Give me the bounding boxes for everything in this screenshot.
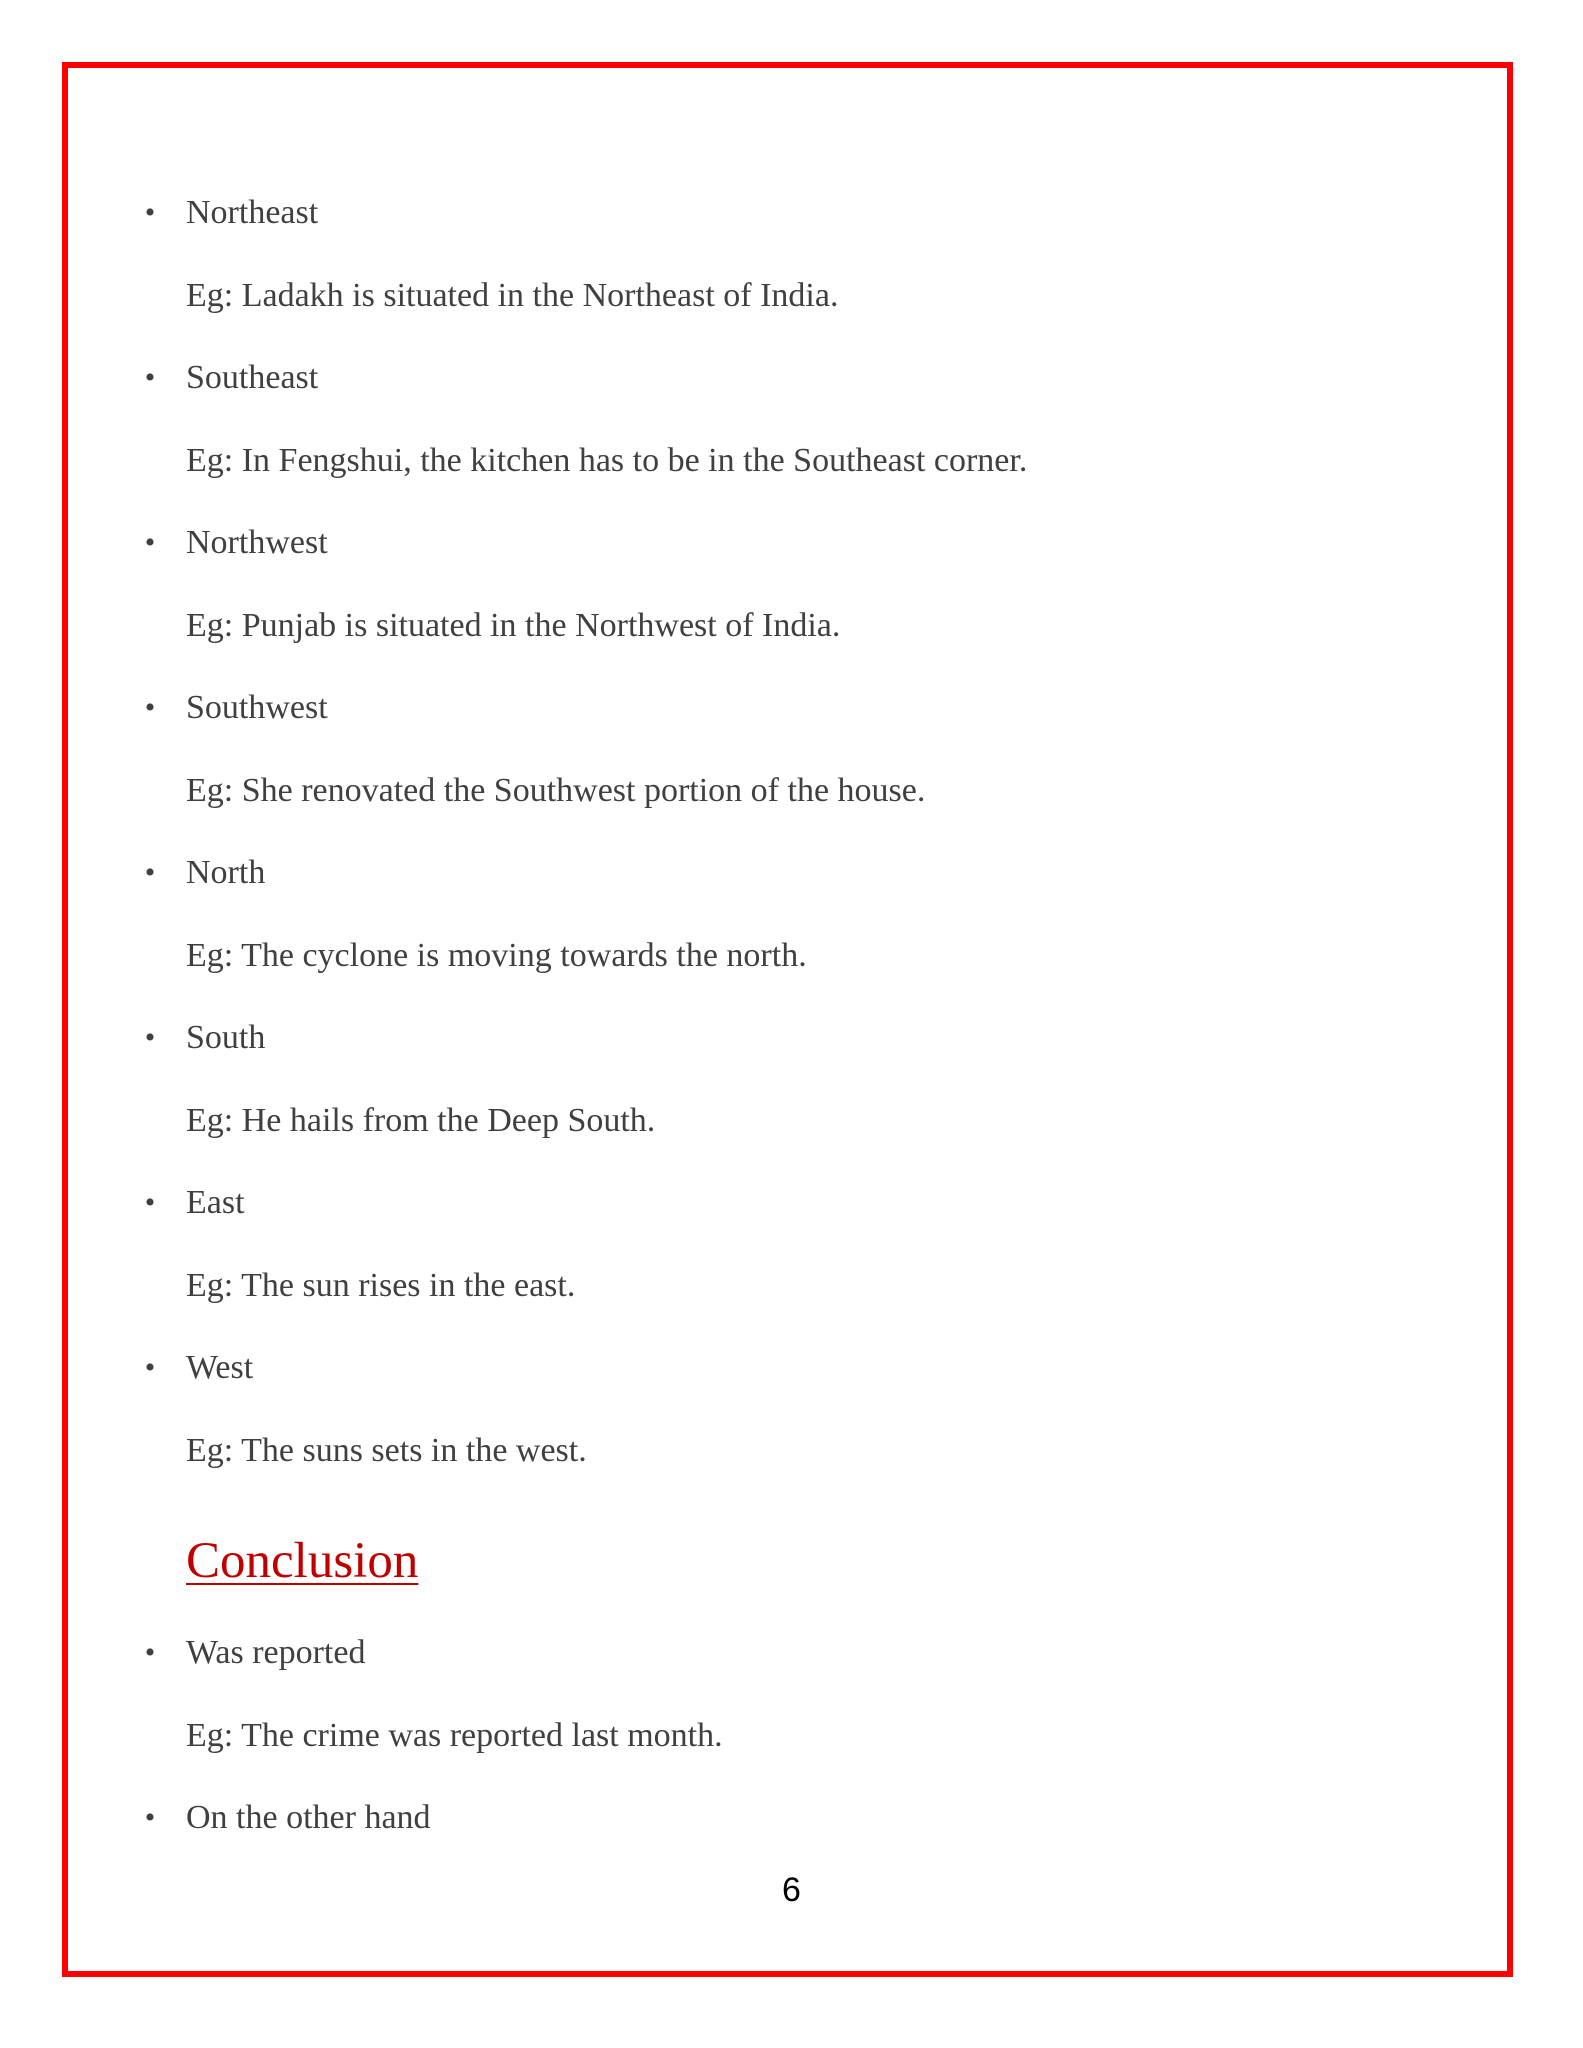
list-item: [144, 688, 328, 728]
list-item-example: Eg: The cyclone is moving towards the north.: [186, 937, 807, 974]
list-item-term: Northwest: [186, 524, 328, 561]
list-item-example: Eg: Ladakh is situated in the Northeast of India.: [186, 277, 839, 314]
list-item-example: Eg: He hails from the Deep South.: [186, 1102, 656, 1139]
bullet-icon: •: [144, 856, 156, 889]
bullet-icon: •: [144, 196, 156, 229]
list-item-term: On the other hand: [186, 1799, 431, 1836]
list-item-term: North: [186, 854, 266, 891]
bullet-icon: •: [144, 1021, 156, 1054]
bullet-icon: •: [144, 1801, 156, 1834]
bullet-icon: •: [144, 526, 156, 559]
list-item: [144, 1183, 245, 1223]
bullet-icon: •: [144, 361, 156, 394]
list-item-term: Southeast: [186, 359, 319, 396]
list-item-term: East: [186, 1184, 245, 1221]
bullet-icon: •: [144, 1186, 156, 1219]
list-item-example: Eg: Punjab is situated in the Northwest of India.: [186, 607, 841, 644]
list-item-example: Eg: She renovated the Southwest portion of the house.: [186, 772, 926, 809]
list-item: [144, 853, 266, 893]
list-item-term: South: [186, 1019, 266, 1056]
list-item-example: Eg: In Fengshui, the kitchen has to be in the Southeast corner.: [186, 442, 1028, 479]
page-border: [62, 62, 1513, 1977]
bullet-icon: •: [144, 691, 156, 724]
list-item-term: West: [186, 1349, 254, 1386]
page-number: 6: [782, 1871, 801, 1909]
list-item-term: Southwest: [186, 689, 328, 726]
bullet-icon: •: [144, 1636, 156, 1669]
list-item: [144, 1018, 266, 1058]
list-item: [144, 193, 319, 233]
list-item-example: Eg: The crime was reported last month.: [186, 1717, 723, 1754]
list-item: [144, 1633, 366, 1673]
list-item: [144, 1798, 431, 1838]
list-item: [144, 1348, 254, 1388]
bullet-icon: •: [144, 1351, 156, 1384]
list-item-example: Eg: The sun rises in the east.: [186, 1267, 576, 1304]
list-item: [144, 358, 319, 398]
section-heading-conclusion: Conclusion: [186, 1533, 419, 1589]
list-item-term: Was reported: [186, 1634, 366, 1671]
list-item-example: Eg: The suns sets in the west.: [186, 1432, 587, 1469]
list-item: [144, 523, 328, 563]
list-item-term: Northeast: [186, 194, 319, 231]
